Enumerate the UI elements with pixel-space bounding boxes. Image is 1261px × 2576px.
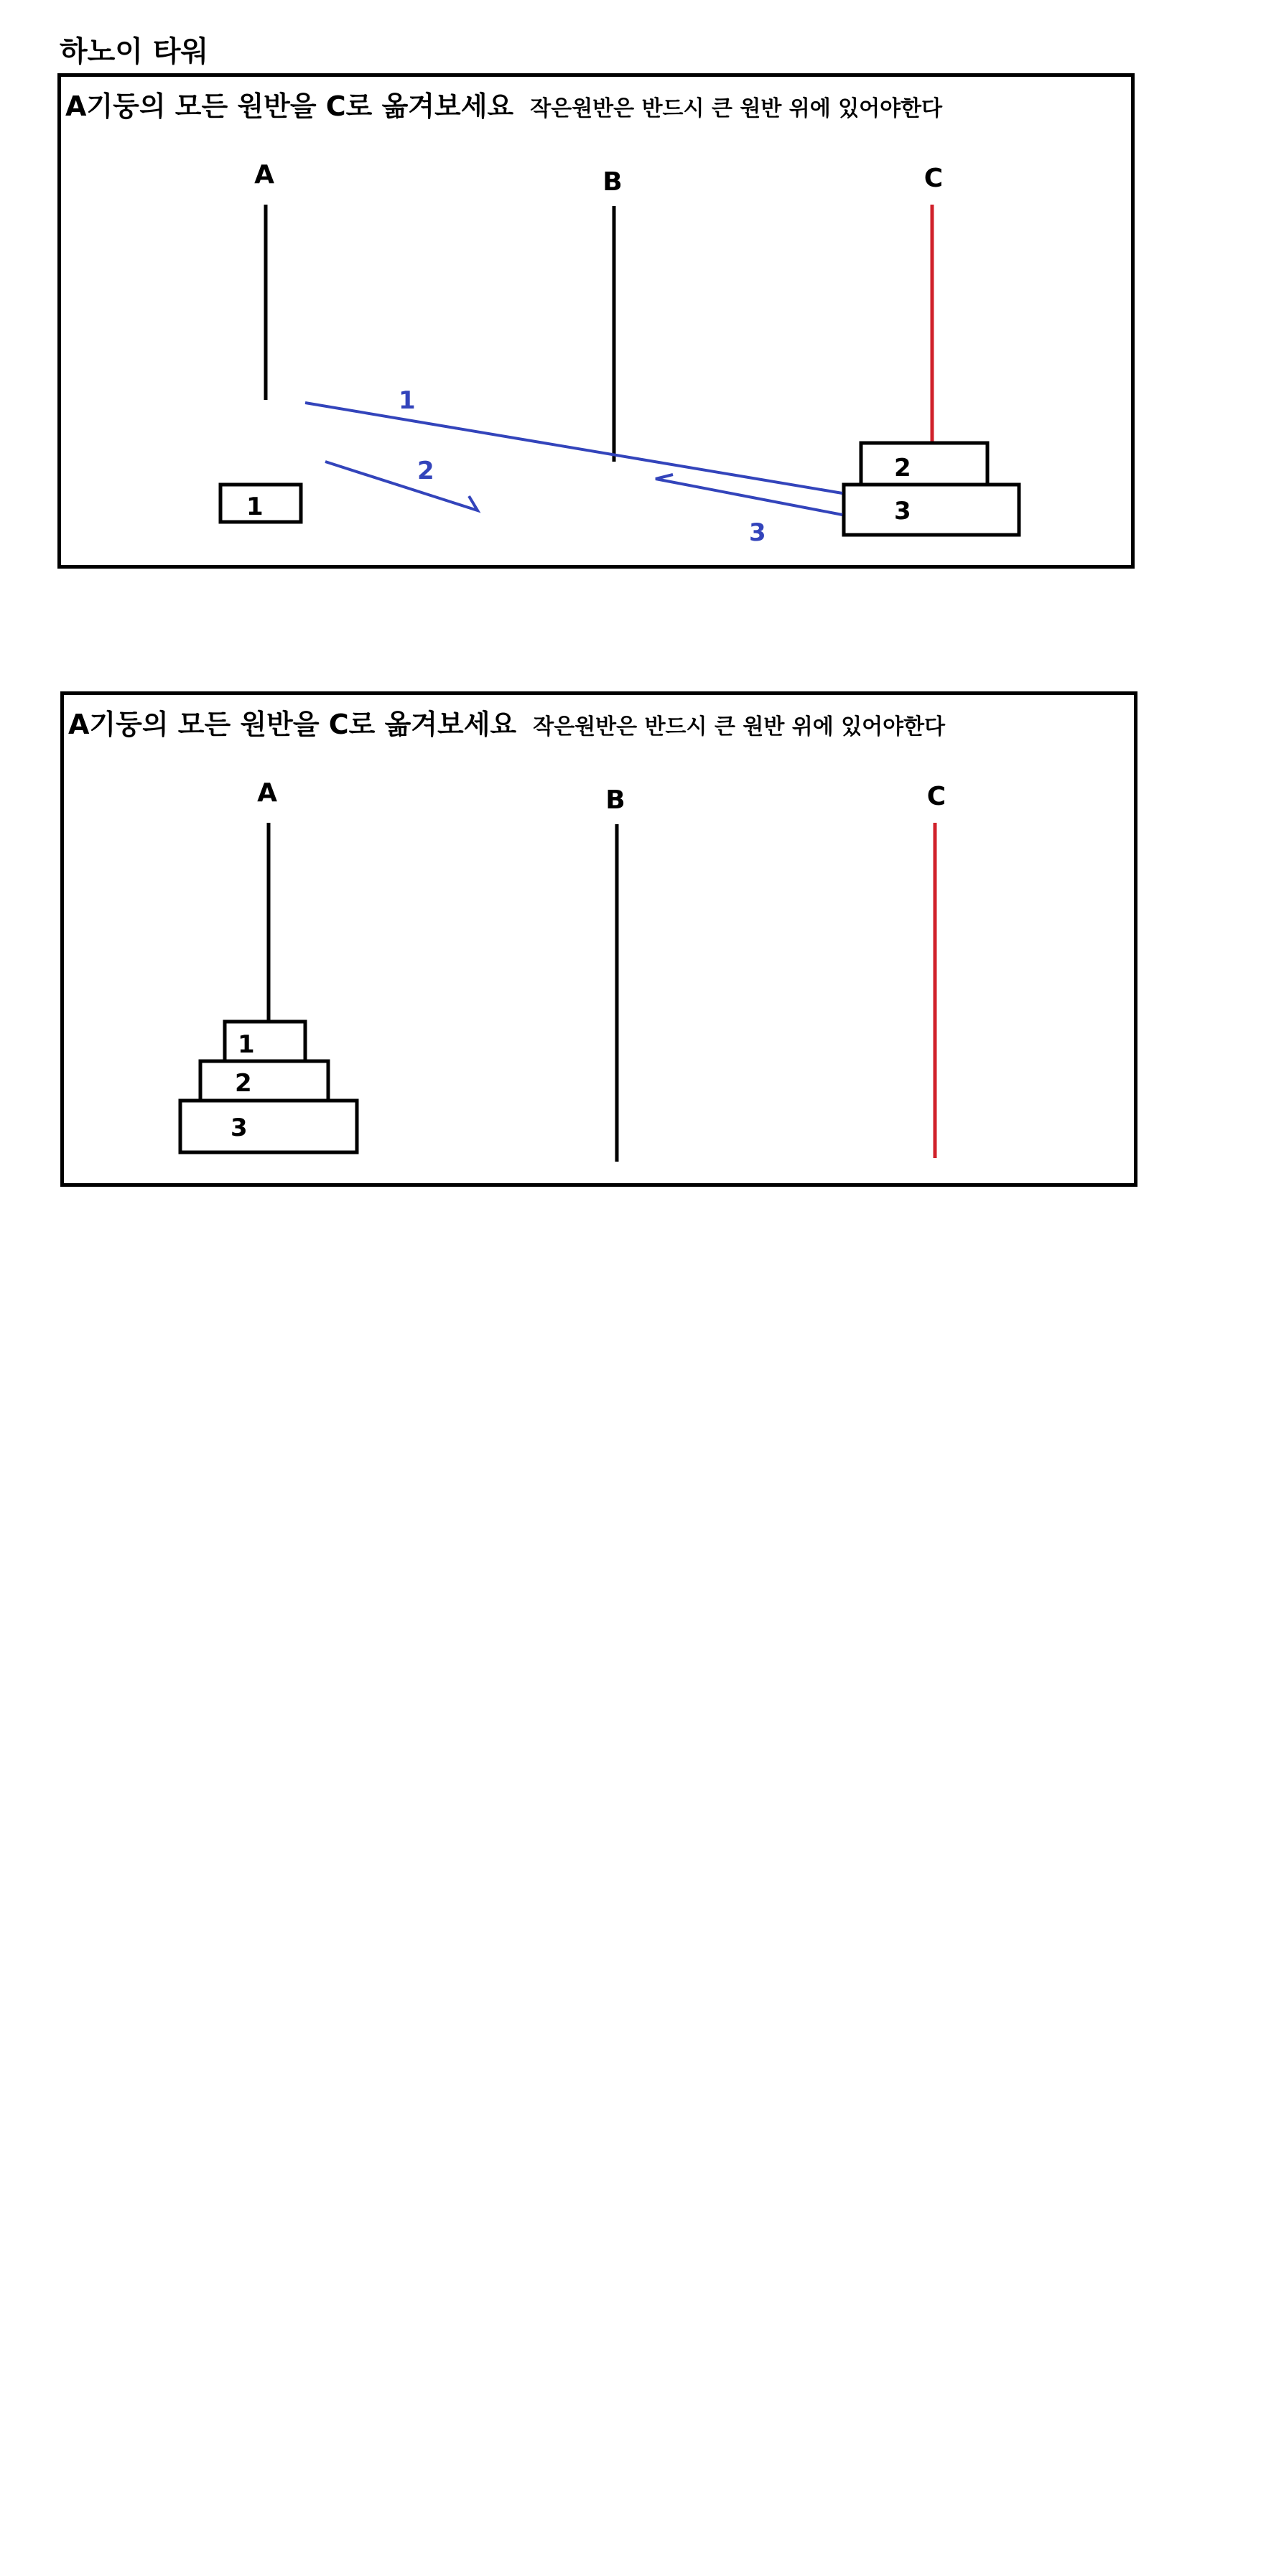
disk-3 [180,1101,357,1152]
disk-1 [225,1022,305,1061]
disk-3 [844,485,1019,535]
move-arrow-2 [325,462,478,510]
instruction-text: A기둥의 모든 원반을 C로 옮겨보세요 [65,90,514,122]
peg-label-b: B [605,785,625,815]
move-number-1: 1 [399,386,416,415]
move-arrow-3 [656,475,842,515]
peg-label-c: C [923,164,944,193]
disk-1 [220,485,301,522]
move-number-2: 2 [417,457,434,485]
initial-diagram [64,695,1134,1183]
peg-label-b: B [602,167,623,197]
page-title: 하노이 타워 [60,35,209,68]
instruction-text: A기둥의 모든 원반을 C로 옮겨보세요 [68,709,517,740]
disk-2-label: 2 [894,454,911,482]
rule-text: 작은원반은 반드시 큰 원반 위에 있어야한다 [533,714,946,739]
disk-1-label: 1 [238,1030,255,1059]
peg-label-c: C [926,782,946,811]
rule-text: 작은원반은 반드시 큰 원반 위에 있어야한다 [530,96,943,121]
hanoi-panel-moves [57,73,1135,569]
disk-3-label: 3 [894,497,911,526]
hanoi-panel-initial [60,691,1137,1187]
disk-2 [861,443,987,485]
move-number-3: 3 [749,518,766,547]
moves-diagram [61,77,1131,565]
peg-label-a: A [257,778,277,808]
disk-1-label: 1 [246,493,264,521]
disk-2 [200,1061,328,1101]
disk-3-label: 3 [231,1114,248,1142]
disk-2-label: 2 [235,1069,252,1098]
peg-label-a: A [254,160,274,190]
